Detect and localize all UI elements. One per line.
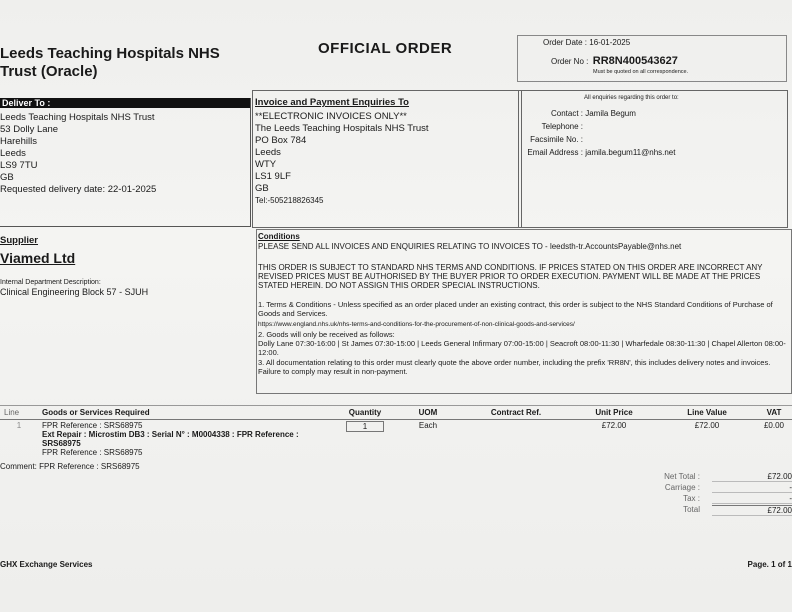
conditions-url[interactable]: https://www.england.nhs.uk/nhs-terms-and-conditions-for-the-procurement-of-non-clinical-goods-and-services/: [258, 321, 575, 328]
organisation-name: Leeds Teaching Hospitals NHS Trust (Oracle): [0, 45, 220, 80]
carriage-label: Carriage :: [664, 483, 700, 492]
department-label: Internal Department Description:: [0, 279, 101, 286]
order-date-line: [543, 38, 630, 47]
conditions-item-3: 3. All documentation relating to this order must clearly quote the above order number, including the prefix 'RR8N', this includes delivery notes and invoices. Failure to comply may result in non-payment.: [258, 358, 771, 376]
conditions-item-2: 2. Goods will only be received as follows:: [258, 330, 395, 339]
invoice-line: GB: [255, 183, 269, 194]
telephone-label: Telephone :: [541, 122, 583, 131]
department-description: Clinical Engineering Block 57 - SJUH: [0, 287, 149, 297]
fax-label: Facsimile No. :: [530, 135, 583, 144]
order-lines-table: [0, 405, 792, 458]
invoice-enquiries-box: [252, 90, 522, 228]
supplier-name: Viamed Ltd: [0, 250, 76, 266]
col-unit-price: Unit Price: [570, 406, 658, 420]
deliver-line: LS9 7TU: [0, 160, 38, 171]
table-row: [0, 420, 792, 459]
email-label: Email Address :: [527, 148, 583, 157]
email-row: [519, 146, 787, 159]
conditions-heading: Conditions: [258, 232, 300, 241]
conditions-box: [256, 229, 792, 394]
deliver-line: Leeds Teaching Hospitals NHS Trust: [0, 112, 155, 123]
col-vat: VAT: [756, 406, 792, 420]
deliver-to-box: [0, 98, 251, 227]
table-header-row: [0, 406, 792, 420]
item-vat: £0.00: [763, 421, 785, 430]
item-quantity: 1: [346, 421, 384, 432]
enquiries-box: [518, 90, 788, 228]
quote-note: Must be quoted on all correspondence.: [593, 69, 689, 75]
invoice-line: WTY: [255, 159, 277, 170]
net-total: £72.00: [712, 472, 792, 482]
invoice-heading: Invoice and Payment Enquiries To: [255, 97, 409, 108]
item-uom: Each: [418, 421, 438, 430]
invoice-address: [255, 111, 429, 207]
supplier-heading: Supplier: [0, 235, 39, 246]
item-desc-line: FPR Reference : SRS68975: [42, 421, 143, 430]
enquiries-heading: All enquiries regarding this order to:: [584, 95, 679, 101]
fax-row: [519, 133, 787, 146]
col-uom: UOM: [394, 406, 462, 420]
invoice-line: Leeds: [255, 147, 281, 158]
conditions-item-1: 1. Terms & Conditions - Unless specified as an order placed under an existing contract, this order is subject to the NHS Standard Conditions of Purchase of Goods and Services.: [258, 300, 773, 318]
item-desc-main: Ext Repair : Microstim DB3 : Serial N° : M0004338 : FPR Reference : SRS68975: [42, 430, 299, 448]
item-unit-price: £72.00: [601, 421, 627, 430]
order-date-label: Order Date :: [543, 38, 588, 47]
item-quantity-cell: [336, 420, 394, 459]
net-total-row: [600, 472, 792, 483]
invoice-line: LS1 9LF: [255, 171, 291, 182]
item-desc-line: FPR Reference : SRS68975: [42, 448, 143, 457]
col-contract-ref: Contract Ref.: [462, 406, 570, 420]
item-line-value: £72.00: [694, 421, 720, 430]
invoice-line: PO Box 784: [255, 135, 307, 146]
tax-row: [600, 494, 792, 505]
total-value: £72.00: [712, 505, 792, 516]
contact-row: [519, 107, 787, 120]
item-description: [38, 420, 336, 459]
tax-label: Tax :: [683, 494, 700, 503]
document-title: OFFICIAL ORDER: [318, 40, 453, 57]
invoice-line: **ELECTRONIC INVOICES ONLY**: [255, 111, 407, 122]
deliver-line: Harehills: [0, 136, 37, 147]
col-line: Line: [0, 406, 38, 420]
deliver-to-address: [0, 112, 156, 196]
footer-provider: GHX Exchange Services: [0, 560, 93, 569]
conditions-delivery-times: Dolly Lane 07:30-16:00 | St James 07:30-15:00 | Leeds General Infirmary 07:00-15:00 | Seacroft 08:00-11:30 | Wharfedale 08:30-11:30 | Chapel Allerton 08:00-12:00.: [258, 339, 786, 357]
enquiries-details: [519, 107, 787, 159]
conditions-terms-note: THIS ORDER IS SUBJECT TO STANDARD NHS TERMS AND CONDITIONS. IF PRICES STATED ON THIS ORDER ARE INCORRECT ANY REVISED PRICES MUST BE AUTHORISED BY THE BUYER PRIOR TO ORDER EXECUTION. PAYMENT WILL BE MADE AT THE PRICES STATED HEREIN. DO NOT ASSIGN THIS ORDER SPECIAL INSTRUCTIONS.: [258, 263, 763, 290]
conditions-invoice-note: PLEASE SEND ALL INVOICES AND ENQUIRIES RELATING TO INVOICES TO - leedsth-tr.AccountsPayable@nhs.net: [258, 242, 682, 251]
deliver-line: 53 Dolly Lane: [0, 124, 59, 135]
order-number: RR8N400543627: [592, 55, 678, 67]
contact-name: Jamila Begum: [585, 109, 636, 118]
order-number-line: [551, 51, 678, 69]
invoice-telephone: Tel:-505218826345: [255, 196, 324, 205]
carriage-value: -: [712, 483, 792, 493]
line-number: 1: [16, 421, 22, 430]
deliver-to-heading: Deliver To :: [0, 98, 250, 108]
totals-block: [600, 472, 792, 516]
total-label: Total: [683, 505, 700, 514]
carriage-row: [600, 483, 792, 494]
order-number-label: Order No :: [551, 57, 589, 66]
email-address[interactable]: jamila.begum11@nhs.net: [585, 148, 676, 157]
page-number: Page. 1 of 1: [747, 560, 792, 569]
total-row: [600, 505, 792, 516]
contact-label: Contact :: [550, 109, 583, 118]
order-comment: Comment: FPR Reference : SRS68975: [0, 462, 140, 471]
tax-value: -: [712, 494, 792, 504]
item-contract-ref: [462, 420, 570, 459]
col-quantity: Quantity: [336, 406, 394, 420]
net-total-label: Net Total :: [664, 472, 700, 481]
deliver-line: GB: [0, 172, 14, 183]
order-date: 16-01-2025: [589, 38, 631, 47]
invoice-line: The Leeds Teaching Hospitals NHS Trust: [255, 123, 429, 134]
col-goods: Goods or Services Required: [38, 406, 336, 420]
requested-delivery-date: Requested delivery date: 22-01-2025: [0, 184, 157, 195]
deliver-line: Leeds: [0, 148, 26, 159]
col-line-value: Line Value: [658, 406, 756, 420]
telephone-row: [519, 120, 787, 133]
order-info-box: [517, 35, 787, 82]
